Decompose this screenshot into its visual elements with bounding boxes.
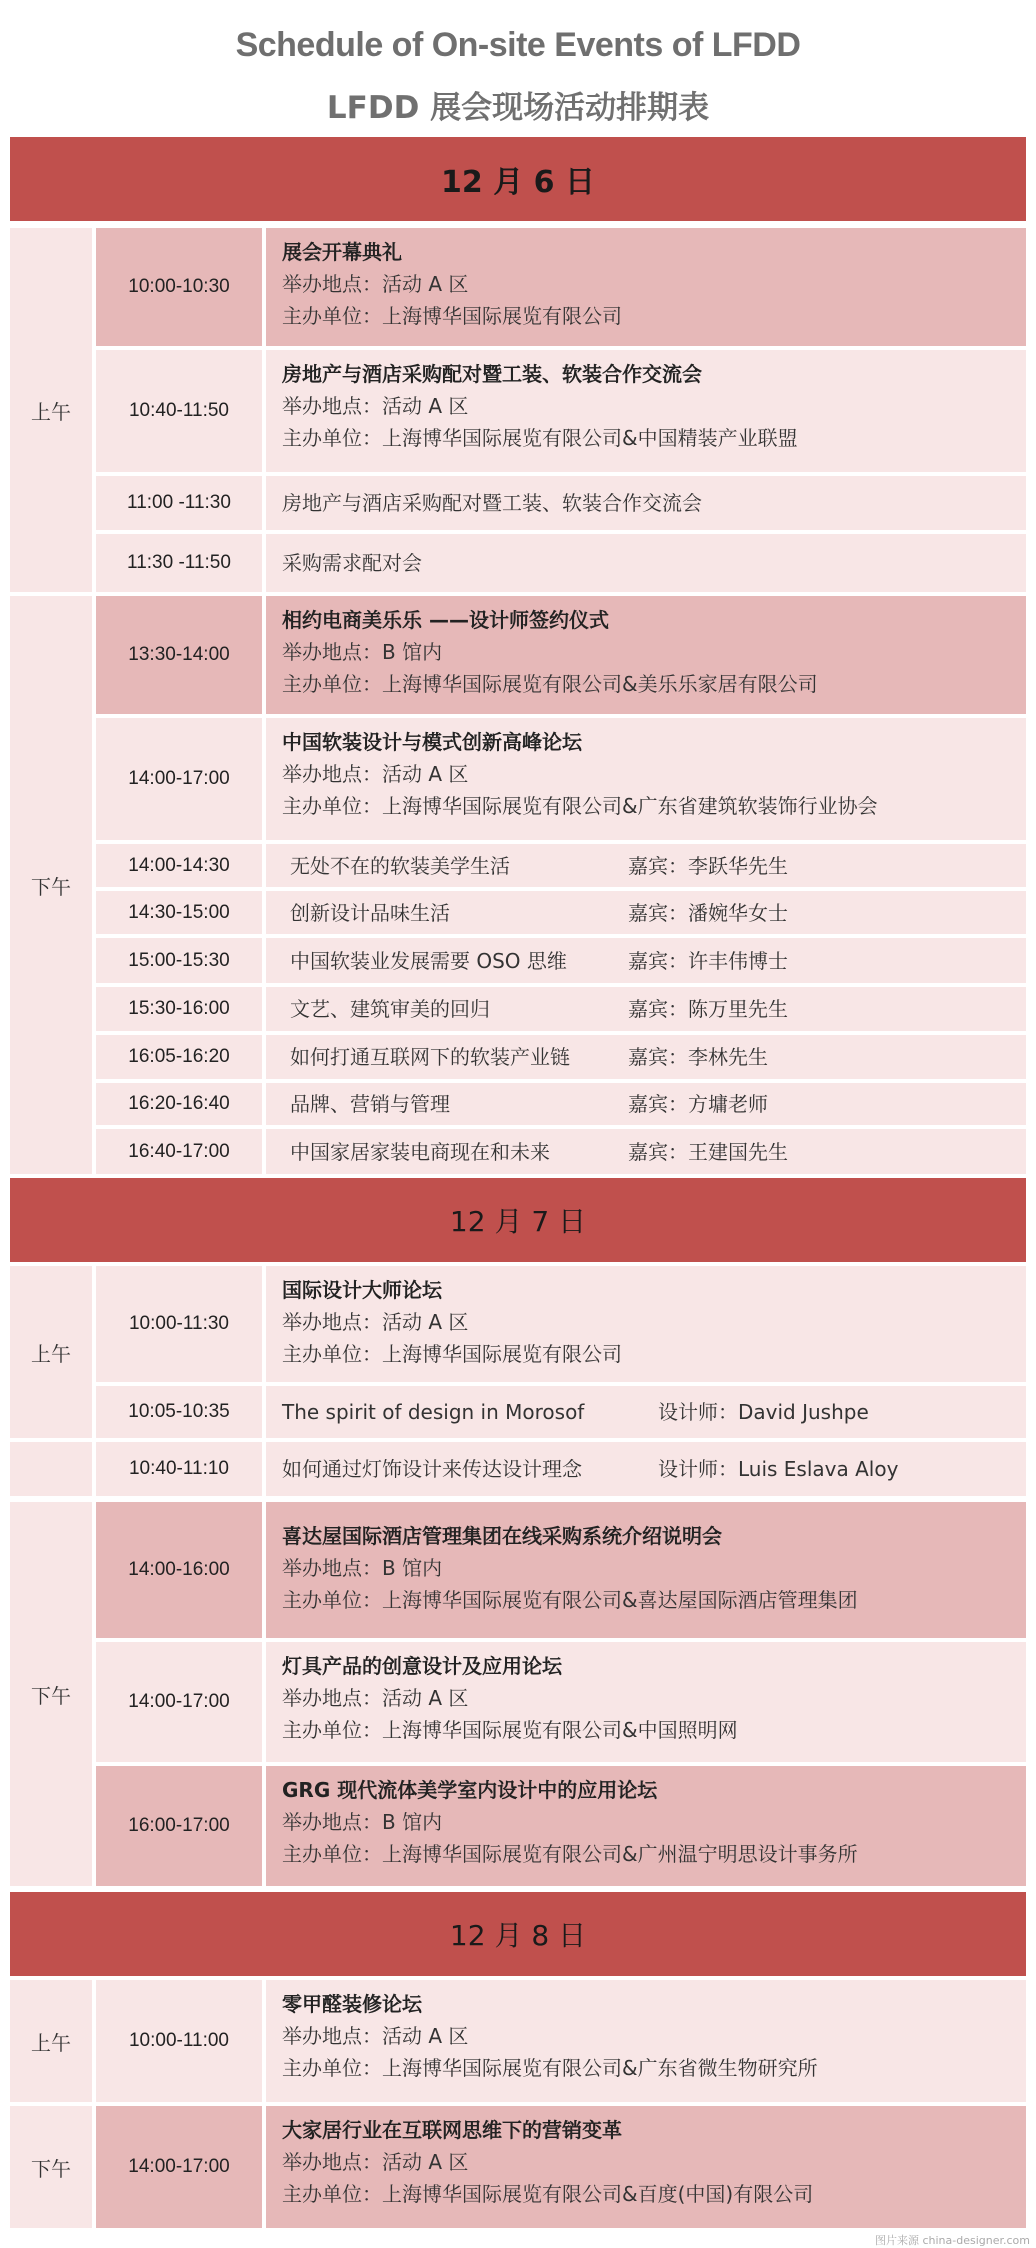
talk-guest: 嘉宾：李跃华先生: [628, 853, 788, 878]
time-cell: 13:30-14:00: [96, 596, 262, 714]
event-cell: [266, 1502, 1026, 1638]
time-cell: 16:00-17:00: [96, 1766, 262, 1886]
time-cell: 14:30-15:00: [96, 891, 262, 934]
schedule-row: [96, 1766, 1026, 1886]
talk-guest: 嘉宾：李林先生: [628, 1045, 768, 1069]
talk-cell: [266, 1386, 1026, 1438]
event-cell: [266, 1642, 1026, 1762]
event-title: 喜达屋国际酒店管理集团在线采购系统介绍说明会: [282, 1524, 722, 1548]
event-title: 房地产与酒店采购配对暨工装、软装合作交流会: [282, 362, 702, 386]
event-host: 主办单位：上海博华国际展览有限公司&中国精装产业联盟: [282, 426, 798, 450]
talk-cell: [266, 938, 1026, 983]
event-title: 相约电商美乐乐 ——设计师签约仪式: [282, 608, 609, 632]
time-cell: 14:00-17:00: [96, 2106, 262, 2228]
talk-row: [96, 1083, 1026, 1125]
event-title: 灯具产品的创意设计及应用论坛: [282, 1654, 562, 1678]
time-cell: 16:05-16:20: [96, 1035, 262, 1079]
talk-topic: 中国家居家装电商现在和未来: [290, 1139, 550, 1164]
event-host: 主办单位：上海博华国际展览有限公司&百度(中国)有限公司: [282, 2182, 814, 2206]
event-cell: [266, 596, 1026, 714]
event-venue: 举办地点：活动 A 区: [282, 762, 469, 786]
day-header-dec8: 12 月 8 日: [10, 1892, 1026, 1976]
talk-topic: 文艺、建筑审美的回归: [290, 997, 490, 1021]
schedule-row: [96, 1502, 1026, 1638]
period-blank: [10, 1442, 92, 1496]
event-cell: [266, 1766, 1026, 1886]
time-cell: 10:00-11:00: [96, 1980, 262, 2102]
talk-guest: 嘉宾：王建国先生: [628, 1139, 788, 1164]
schedule-row: [96, 2106, 1026, 2228]
event-host: 主办单位：上海博华国际展览有限公司&喜达屋国际酒店管理集团: [282, 1588, 858, 1612]
talk-cell: [266, 891, 1026, 934]
day-header-dec7: 12 月 7 日: [10, 1178, 1026, 1262]
event-venue: 举办地点：活动 A 区: [282, 2150, 469, 2174]
event-cell: [266, 350, 1026, 472]
event-cell: [266, 2106, 1026, 2228]
period-afternoon: 下午: [10, 2106, 92, 2228]
talk-guest: 嘉宾：陈万里先生: [628, 997, 788, 1021]
event-title: 中国软装设计与模式创新高峰论坛: [282, 730, 582, 754]
event-cell: 房地产与酒店采购配对暨工装、软装合作交流会: [266, 476, 1026, 530]
talk-guest: 嘉宾：潘婉华女士: [628, 900, 788, 925]
talk-topic: The spirit of design in Morosof: [282, 1400, 585, 1424]
event-title: 展会开幕典礼: [282, 240, 402, 264]
talk-row: [96, 987, 1026, 1031]
time-cell: 10:40-11:50: [96, 350, 262, 472]
event-venue: 举办地点：活动 A 区: [282, 2024, 469, 2048]
period-morning: 上午: [10, 1980, 92, 2102]
talk-row: [96, 1129, 1026, 1174]
schedule-row: [96, 476, 1026, 530]
talk-cell: [266, 1442, 1026, 1496]
time-cell: 14:00-17:00: [96, 1642, 262, 1762]
talk-row: [96, 1386, 1026, 1438]
talk-row: [96, 844, 1026, 887]
schedule-row: [96, 596, 1026, 714]
talk-topic: 中国软装业发展需要 OSO 思维: [290, 948, 567, 973]
event-host: 主办单位：上海博华国际展览有限公司&美乐乐家居有限公司: [282, 672, 818, 696]
time-cell: 14:00-14:30: [96, 844, 262, 887]
event-host: 主办单位：上海博华国际展览有限公司&广州温宁明思设计事务所: [282, 1842, 858, 1866]
event-venue: 举办地点：活动 A 区: [282, 1310, 469, 1334]
day-header-dec6: 12 月 6 日: [10, 137, 1026, 221]
schedule-row: [96, 228, 1026, 346]
watermark-text: 图片来源 china-designer.com: [874, 2234, 1030, 2247]
title-chinese: LFDD 展会现场活动排期表: [326, 90, 710, 126]
talk-topic: 创新设计品味生活: [290, 900, 450, 925]
time-cell: 16:20-16:40: [96, 1083, 262, 1125]
event-venue: 举办地点：活动 A 区: [282, 1686, 469, 1710]
event-host: 主办单位：上海博华国际展览有限公司: [282, 1342, 622, 1366]
talk-guest: 嘉宾：方墉老师: [628, 1092, 768, 1116]
talk-guest: 设计师：Luis Eslava Aloy: [658, 1457, 899, 1481]
talk-row: [96, 938, 1026, 983]
talk-cell: [266, 1035, 1026, 1079]
event-title: 大家居行业在互联网思维下的营销变革: [282, 2118, 622, 2142]
talk-row: [96, 1035, 1026, 1079]
time-cell: 15:30-16:00: [96, 987, 262, 1031]
event-venue: 举办地点：活动 A 区: [282, 272, 469, 296]
event-title: 零甲醛装修论坛: [282, 1992, 422, 2016]
event-venue: 举办地点：B 馆内: [282, 640, 443, 664]
talk-row: [96, 1442, 1026, 1496]
event-host: 主办单位：上海博华国际展览有限公司&广东省建筑软装饰行业协会: [282, 794, 878, 818]
time-cell: 15:00-15:30: [96, 938, 262, 983]
time-cell: 11:00 -11:30: [96, 476, 262, 530]
talk-guest: 设计师：David Jushpe: [658, 1400, 869, 1424]
time-cell: 10:00-11:30: [96, 1266, 262, 1382]
talk-row: [96, 891, 1026, 934]
talk-guest: 嘉宾：许丰伟博士: [628, 948, 788, 973]
title-english: Schedule of On-site Events of LFDD: [235, 26, 801, 64]
event-venue: 举办地点：B 馆内: [282, 1556, 443, 1580]
time-cell: 10:05-10:35: [96, 1386, 262, 1438]
event-cell: [266, 718, 1026, 840]
period-afternoon: 下午: [10, 1502, 92, 1886]
schedule-row: [96, 1642, 1026, 1762]
schedule-row: [96, 1266, 1026, 1382]
event-venue: 举办地点：活动 A 区: [282, 394, 469, 418]
event-host: 主办单位：上海博华国际展览有限公司&中国照明网: [282, 1718, 738, 1742]
event-title: 国际设计大师论坛: [282, 1278, 442, 1302]
event-host: 主办单位：上海博华国际展览有限公司&广东省微生物研究所: [282, 2056, 818, 2080]
schedule-row: [96, 718, 1026, 840]
event-cell: 采购需求配对会: [266, 534, 1026, 592]
talk-cell: [266, 987, 1026, 1031]
talk-topic: 如何通过灯饰设计来传达设计理念: [282, 1457, 582, 1481]
talk-cell: [266, 1083, 1026, 1125]
time-cell: 11:30 -11:50: [96, 534, 262, 592]
event-venue: 举办地点：B 馆内: [282, 1810, 443, 1834]
event-cell: [266, 228, 1026, 346]
talk-topic: 品牌、营销与管理: [290, 1092, 450, 1116]
talk-topic: 如何打通互联网下的软装产业链: [290, 1045, 570, 1069]
time-cell: 16:40-17:00: [96, 1129, 262, 1174]
time-cell: 14:00-16:00: [96, 1502, 262, 1638]
event-host: 主办单位：上海博华国际展览有限公司: [282, 304, 622, 328]
talk-topic: 无处不在的软装美学生活: [290, 853, 510, 878]
time-cell: 10:00-10:30: [96, 228, 262, 346]
schedule-row: [96, 1980, 1026, 2102]
period-morning: 上午: [10, 1266, 92, 1438]
period-morning: 上午: [10, 228, 92, 592]
schedule-row: [96, 350, 1026, 472]
event-title: GRG 现代流体美学室内设计中的应用论坛: [282, 1778, 658, 1802]
talk-cell: [266, 1129, 1026, 1174]
schedule-row: [96, 534, 1026, 592]
event-cell: [266, 1980, 1026, 2102]
time-cell: 10:40-11:10: [96, 1442, 262, 1496]
talk-cell: [266, 844, 1026, 887]
time-cell: 14:00-17:00: [96, 718, 262, 840]
event-cell: [266, 1266, 1026, 1382]
period-afternoon: 下午: [10, 596, 92, 1174]
